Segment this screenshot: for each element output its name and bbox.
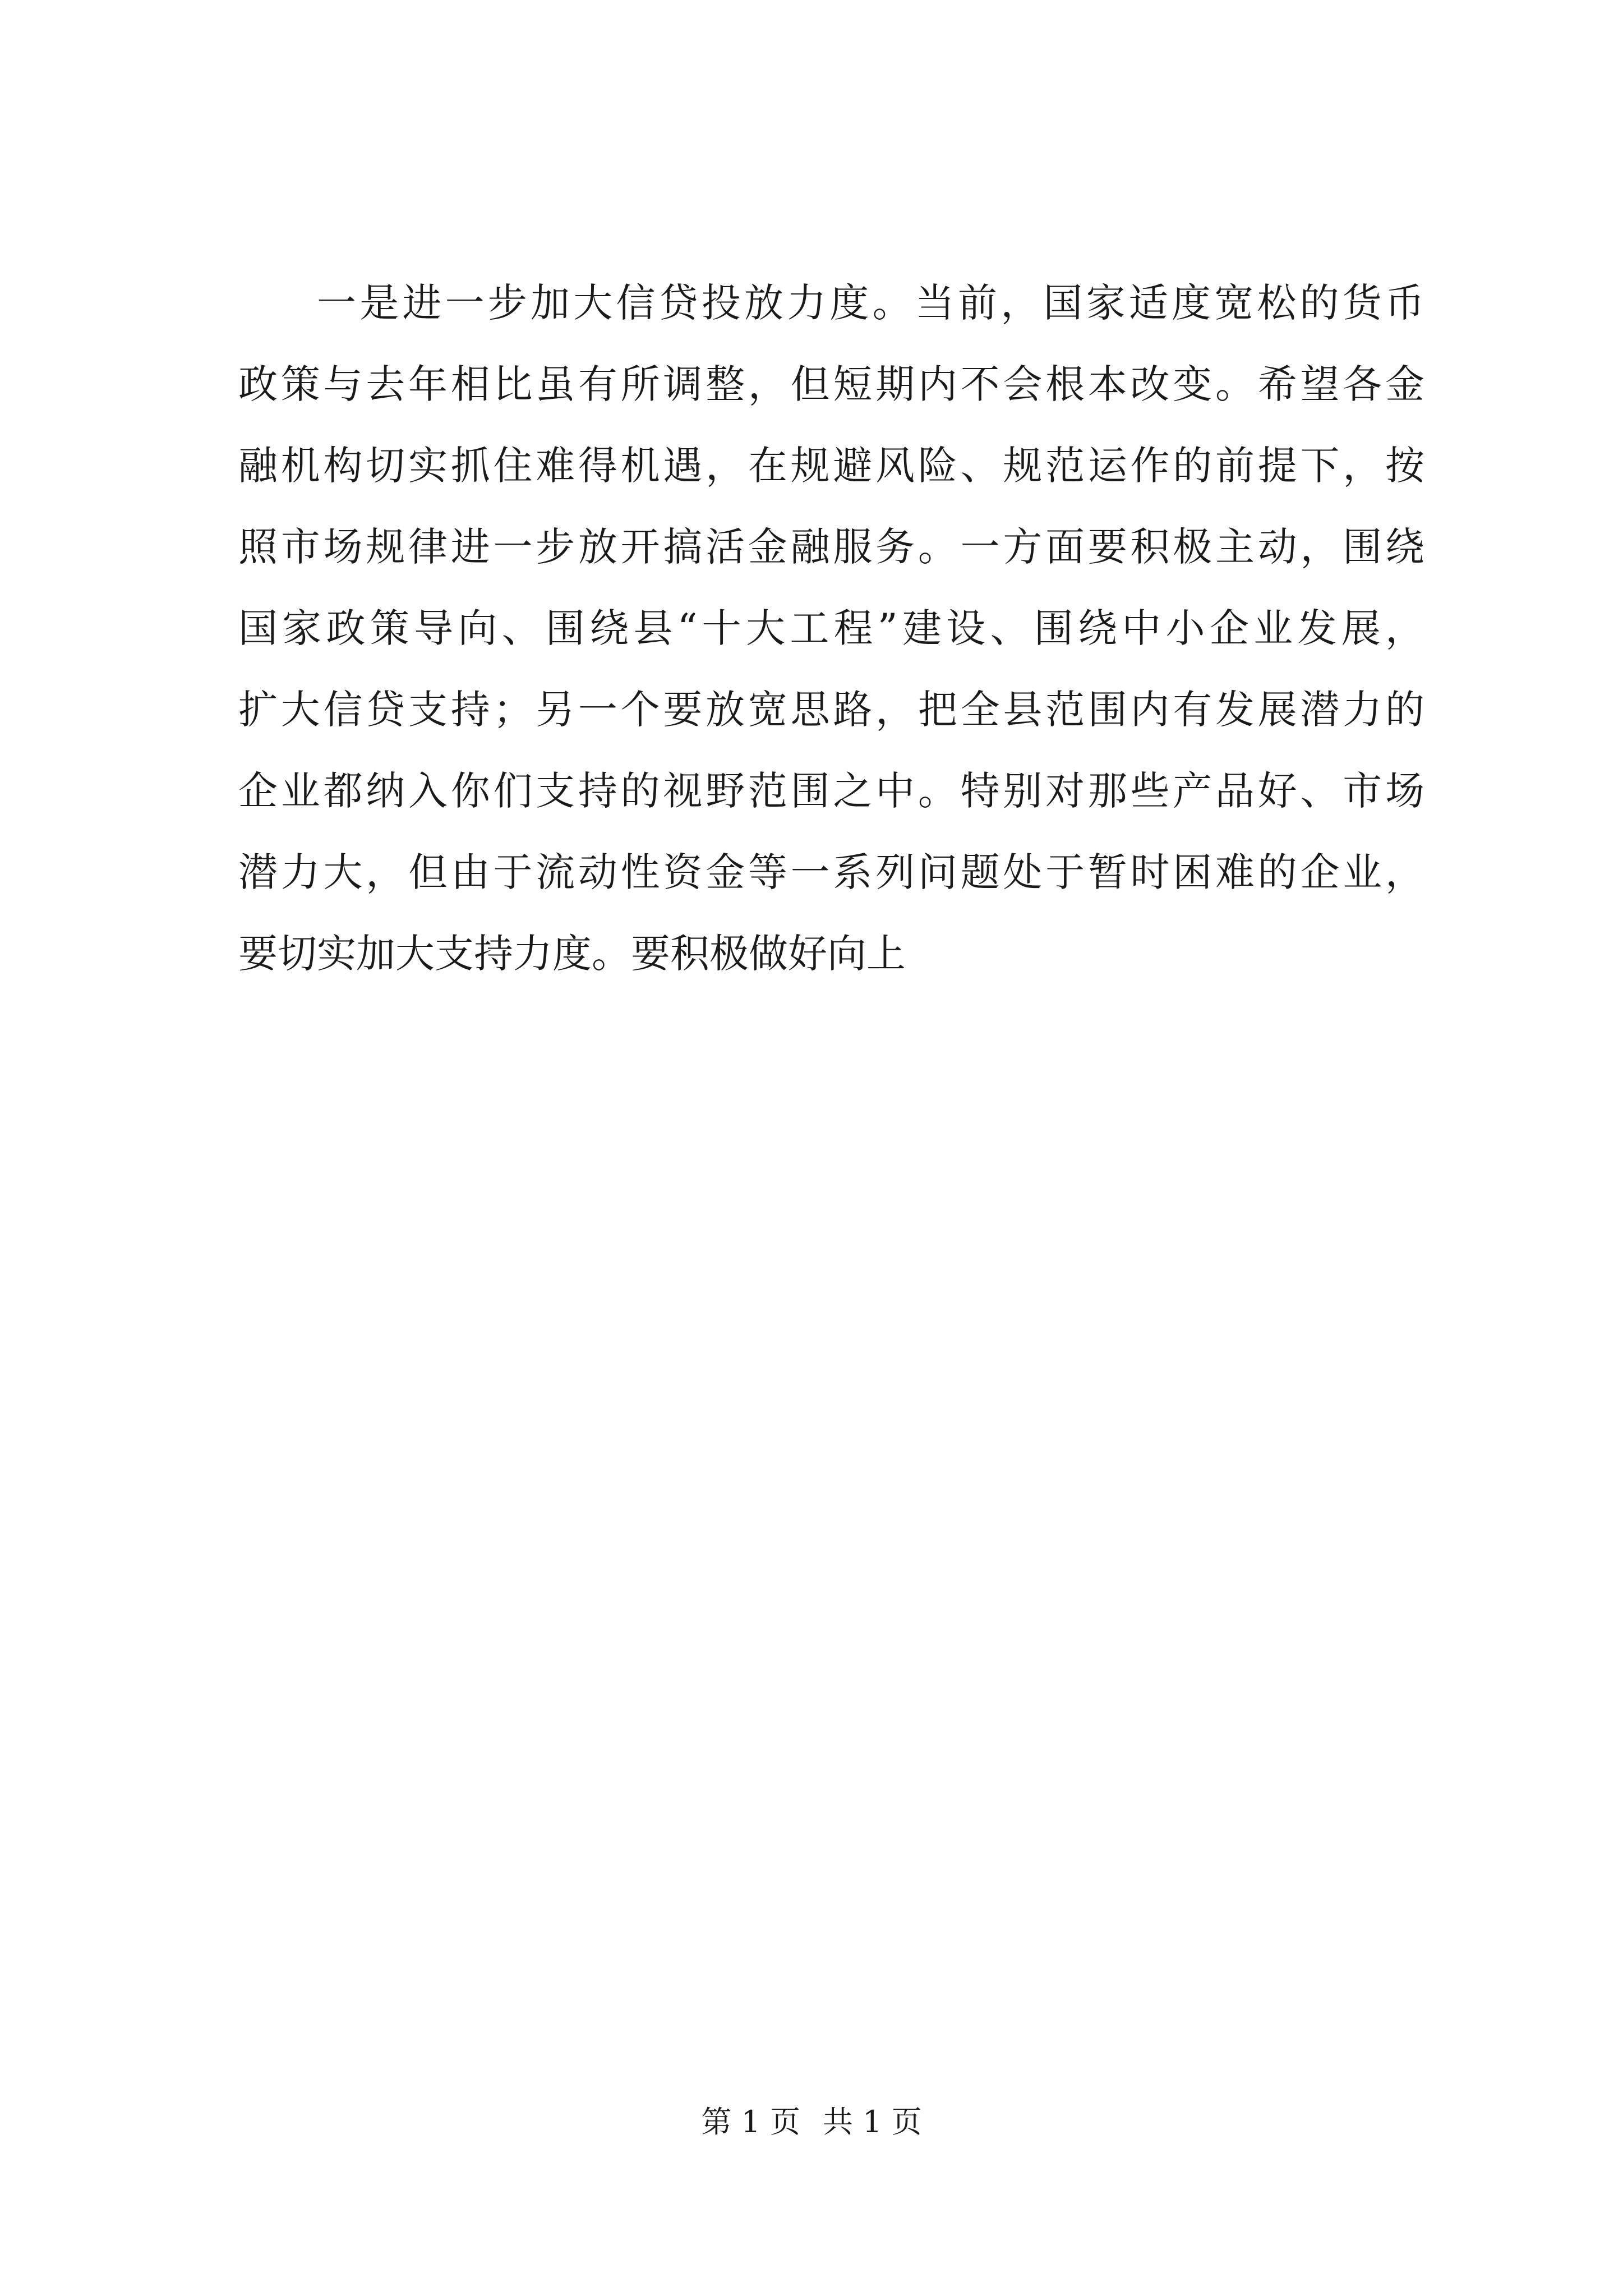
page-footer	[0, 2102, 1623, 2142]
body-paragraph	[238, 263, 1424, 995]
paragraph-line-6: 扩大信贷支持；另一个要放宽思路，把全县范围内有发展潜力的	[238, 687, 1424, 733]
paragraph-line-1: 一是进一步加大信贷投放力度。当前，国家适度宽松的货币	[317, 280, 1424, 326]
paragraph-line-3: 融机构切实抓住难得机遇，在规避风险、规范运作的前提下，按	[238, 443, 1424, 489]
paragraph-line-8: 潜力大，但由于流动性资金等一系列问题处于暂时困难的企业，	[238, 849, 1424, 895]
paragraph-line-5: 国家政策导向、围绕县“十大工程”建设、围绕中小企业发展，	[238, 605, 1424, 651]
page-number: 第 1 页	[701, 2104, 800, 2139]
page-total: 共 1 页	[823, 2104, 922, 2139]
paragraph-line-2: 政策与去年相比虽有所调整，但短期内不会根本改变。希望各金	[238, 361, 1424, 407]
paragraph-line-9: 要切实加大支持力度。要积极做好向上	[238, 931, 906, 977]
paragraph-line-4: 照市场规律进一步放开搞活金融服务。一方面要积极主动，围绕	[238, 524, 1424, 570]
paragraph-line-7: 企业都纳入你们支持的视野范围之中。特别对那些产品好、市场	[238, 768, 1424, 814]
